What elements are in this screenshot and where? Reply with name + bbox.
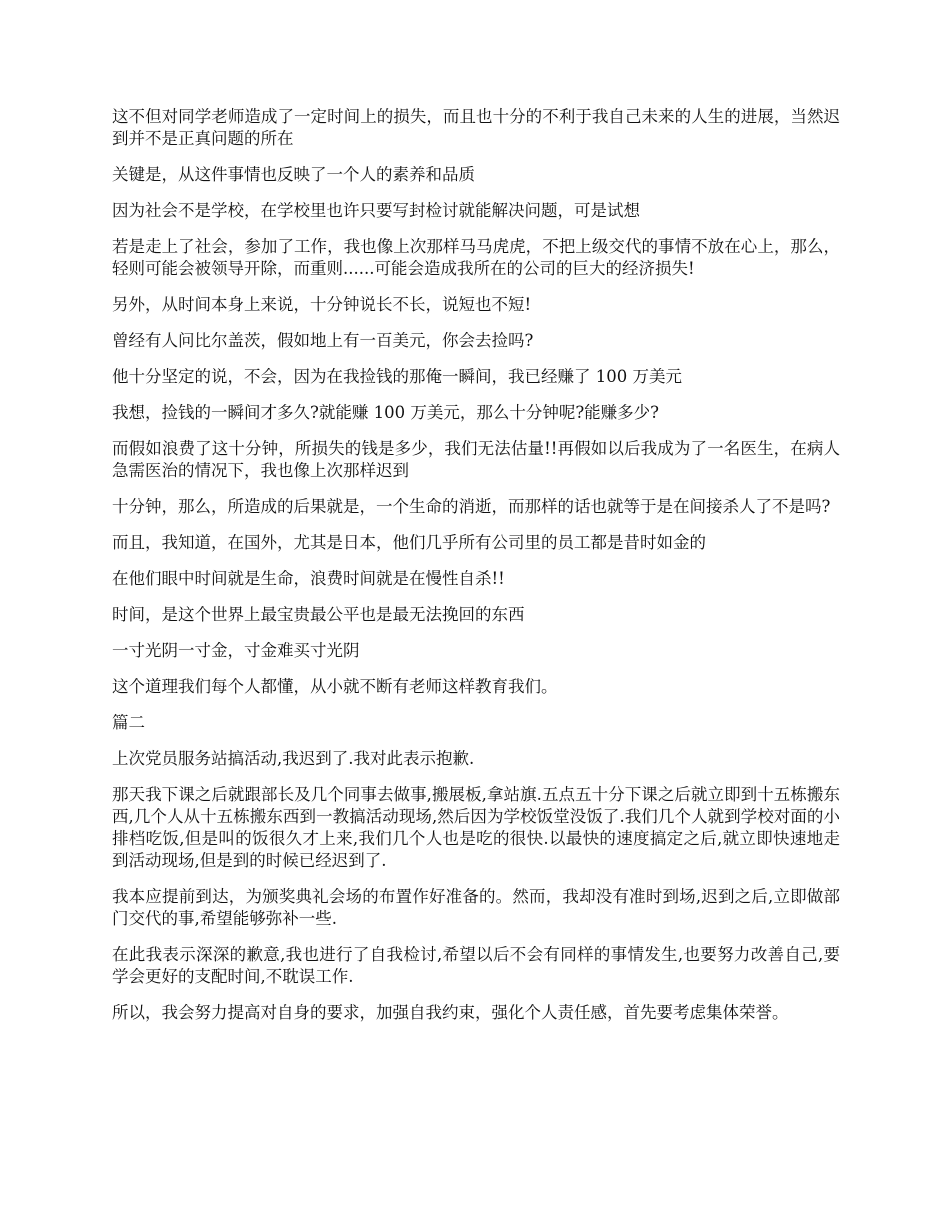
paragraph-8: 我想，捡钱的一瞬间才多久?就能赚 100 万美元，那么十分钟呢?能赚多少? (112, 403, 660, 422)
paragraph-17: 那天我下课之后就跟部长及几个同事去做事,搬展板,拿站旗.五点五十分下课之后就立即到十五栋搬东西,几个人从十五栋搬东西到一教搞活动现场,然后因为学校饭堂没饭了.我们几个人就到学校对面的小排档吃饭,但是叫的饭很久才上来,我们几个人也是吃的很快.以最快的速度搞定之后,就立即快速地走到活动现场,但是到的时候已经迟到了. (112, 785, 840, 870)
paragraph-12: 在他们眼中时间就是生命，浪费时间就是在慢性自杀!! (112, 569, 505, 588)
paragraph-7: 他十分坚定的说，不会，因为在我捡钱的那俺一瞬间，我已经赚了 100 万美元 (112, 367, 682, 386)
paragraph-1: 这不但对同学老师造成了一定时间上的损失，而且也十分的不利于我自己未来的人生的进展，当然迟到并不是正真问题的所在 (112, 107, 840, 148)
paragraph-3: 因为社会不是学校，在学校里也许只要写封检讨就能解决问题，可是试想 (112, 201, 640, 220)
paragraph-10: 十分钟，那么，所造成的后果就是，一个生命的消逝，而那样的话也就等于是在间接杀人了不是吗? (112, 497, 831, 516)
section-heading: 篇二 (112, 713, 145, 732)
paragraph-4: 若是走上了社会，参加了工作，我也像上次那样马马虎虎，不把上级交代的事情不放在心上，那么，轻则可能会被领导开除，而重则......可能会造成我所在的公司的巨大的经济损失! (112, 237, 840, 278)
paragraph-15: 这个道理我们每个人都懂，从小就不断有老师这样教育我们。 (112, 677, 558, 696)
paragraph-20: 所以，我会努力提高对自身的要求，加强自我约束，强化个人责任感，首先要考虑集体荣誉。 (112, 1003, 789, 1022)
paragraph-16: 上次党员服务站搞活动,我迟到了.我对此表示抱歉. (112, 749, 475, 768)
paragraph-11: 而且，我知道，在国外，尤其是日本，他们几乎所有公司里的员工都是昔时如金的 (112, 533, 706, 552)
paragraph-19: 在此我表示深深的歉意,我也进行了自我检讨,希望以后不会有同样的事情发生,也要努力改善自己,要学会更好的支配时间,不耽误工作. (112, 945, 840, 986)
paragraph-2: 关键是，从这件事情也反映了一个人的素养和品质 (112, 165, 475, 184)
paragraph-9: 而假如浪费了这十分钟，所损失的钱是多少，我们无法估量!!再假如以后我成为了一名医生，在病人急需医治的情况下，我也像上次那样迟到 (112, 439, 840, 480)
document-body (112, 106, 840, 1038)
paragraph-5: 另外，从时间本身上来说，十分钟说长不长，说短也不短! (112, 295, 532, 314)
paragraph-13: 时间，是这个世界上最宝贵最公平也是最无法挽回的东西 (112, 605, 525, 624)
paragraph-14: 一寸光阴一寸金，寸金难买寸光阴 (112, 641, 360, 660)
paragraph-6: 曾经有人问比尔盖茨，假如地上有一百美元，你会去捡吗? (112, 331, 534, 350)
paragraph-18: 我本应提前到达，为颁奖典礼会场的布置作好准备的。然而，我却没有准时到场,迟到之后,立即做部门交代的事,希望能够弥补一些. (112, 887, 840, 928)
